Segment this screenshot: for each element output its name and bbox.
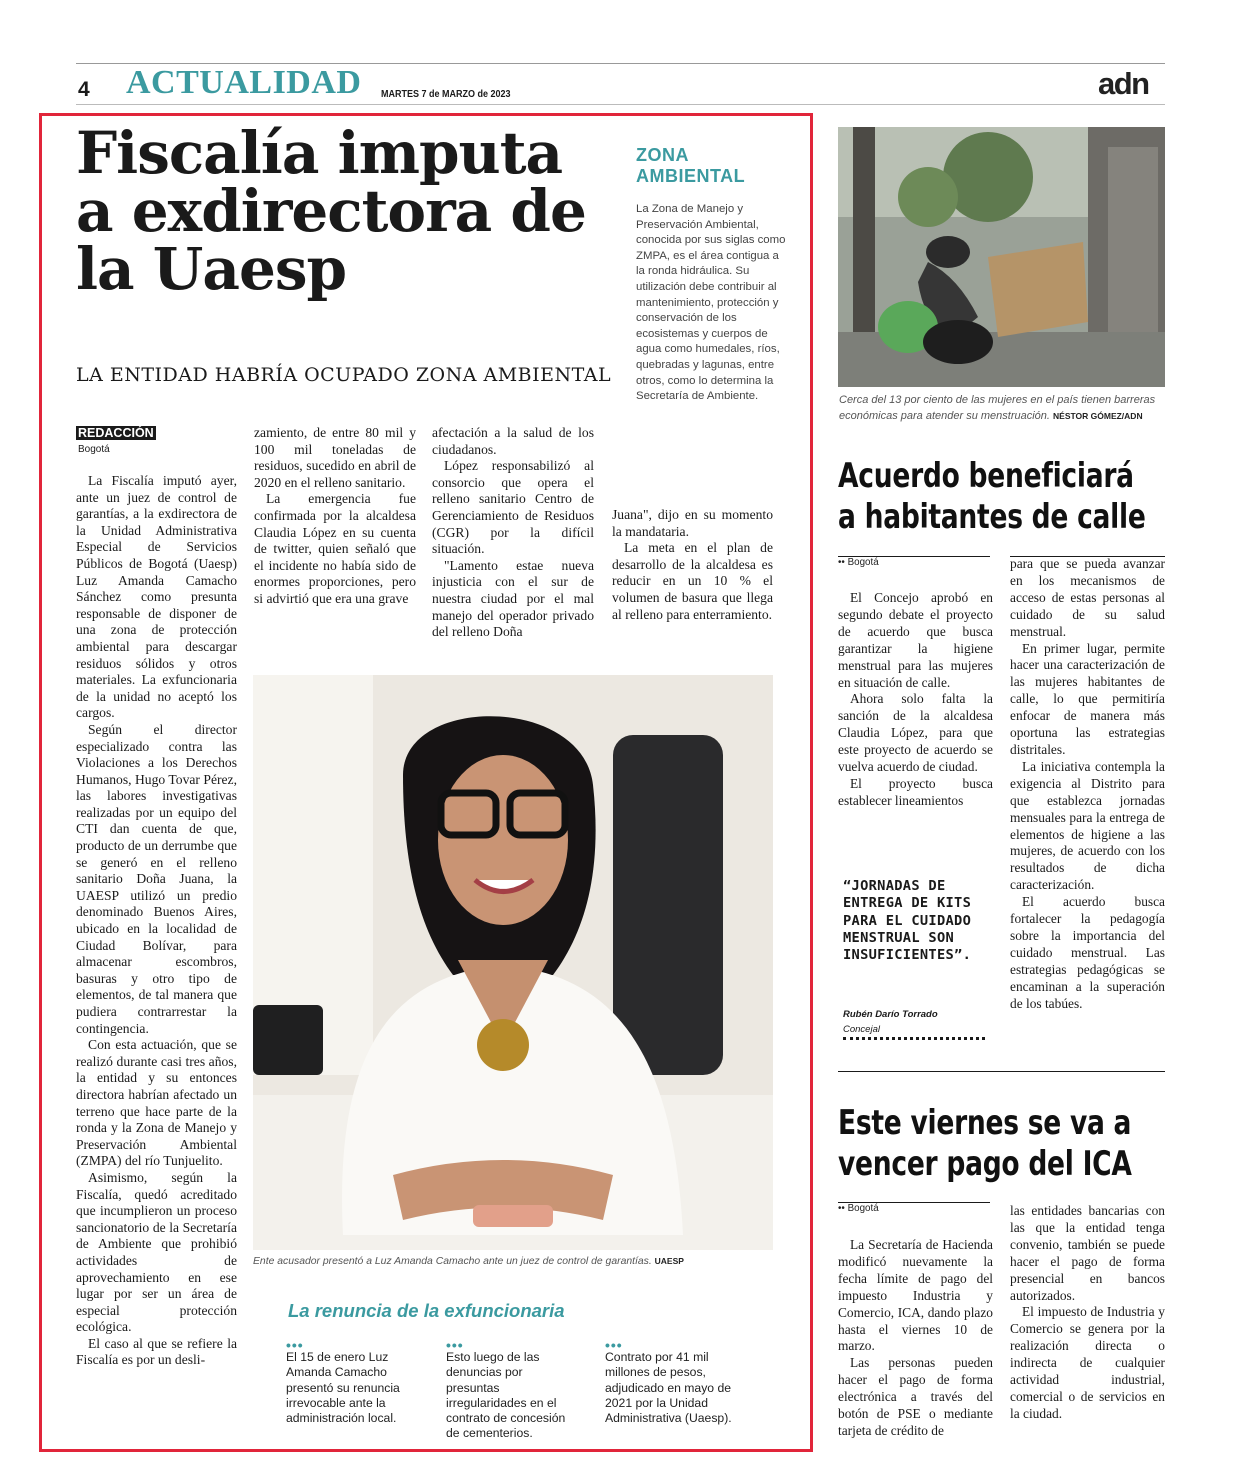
quote-role: Concejal [843, 1024, 880, 1035]
pull-quote: “JORNADAS DE ENTREGA DE KITS PARA EL CUIDADO MENSTRUAL SON INSUFICIENTES”. [843, 878, 972, 964]
article2-dateline [838, 557, 879, 568]
street-scene-illustration [838, 127, 1165, 387]
photo-caption [253, 1256, 684, 1267]
paragraph: afectación a la salud de los ciudadanos. [432, 425, 594, 457]
quote-dotted-rule [843, 1037, 985, 1040]
paragraph: El acuerdo busca fortalecer la pedagogía sobre la importancia del cuidado menstrual. Las estrategias pedagógicas se encaminan a la superación de los tabúes. [1010, 894, 1165, 1011]
paragraph: Con esta actuación, que se realizó durante casi tres años, la entidad y su entonces directora habrían afectado un terreno que hace parte de la ronda y la Zona de Manejo y Preservación Ambiental (ZMPA) del río Tunjuelito. [76, 1037, 237, 1169]
fact-item [446, 1337, 576, 1442]
main-photo [253, 675, 773, 1250]
article2-dateline-text: Bogotá [847, 557, 879, 568]
paragraph: zamiento, de entre 80 mil y 100 mil toneladas de residuos, sucedido en abril de 2020 en el relleno sanitario. [254, 425, 416, 490]
page-number: 4 [78, 78, 90, 101]
main-headline: Fiscalía imputa a exdirectora de la Uaesp [76, 119, 586, 303]
dots-icon: ••• [605, 1337, 623, 1353]
dots-icon: ••• [446, 1337, 464, 1353]
paragraph: "Lamento estae nueva injusticia con el sur de nuestra ciudad por el mal manejo del operador privado del relleno Doña [432, 557, 594, 640]
header-bottom-rule [76, 104, 1165, 105]
photo-credit: UAESP [654, 1256, 684, 1266]
paragraph: El impuesto de Industria y Comercio se genera por la realización directa o indirecta de cualquier actividad industrial, comercial o de servicios en la ciudad. [1010, 1304, 1165, 1421]
main-subheadline: LA ENTIDAD HABRÍA OCUPADO ZONA AMBIENTAL [76, 364, 612, 386]
paragraph: En primer lugar, permite hacer una caracterización de las mujeres habitantes de calle, lo que permitiría enfocar de manera más oportuna las estrategias distritales. [1010, 640, 1165, 757]
photo-caption-text: Ente acusador presentó a Luz Amanda Camacho ante un juez de control de garantías. [253, 1256, 652, 1267]
article3-column-1 [838, 1237, 993, 1440]
dateline-dots-icon: •• [838, 1203, 845, 1214]
main-column-4 [612, 507, 773, 623]
quote-author: Rubén Darío Torrado [843, 1009, 938, 1020]
main-column-2 [254, 425, 416, 608]
fact-text: Esto luego de las denuncias por presuntas irregularidades en el contrato de concesión de cementerios. [446, 1350, 566, 1441]
paragraph: Las personas pueden hacer el pago de forma electrónica a través del botón de PSE o mediante tarjeta de crédito de [838, 1355, 993, 1438]
paragraph: para que se pueda avanzar en los mecanismos de acceso de estas personas al cuidado de su salud menstrual. [1010, 556, 1165, 639]
sidebar-title-text: ZONA AMBIENTAL [636, 145, 746, 186]
paragraph: Juana", dijo en su momento la mandataria. [612, 507, 773, 539]
paragraph: El caso al que se refiere la Fiscalía es por un desli- [76, 1335, 237, 1368]
dots-icon: ••• [286, 1337, 304, 1353]
fact-item [605, 1337, 735, 1426]
paragraph: La iniciativa contempla la exigencia al Distrito para que establezca jornadas mensuales para la entrega de elementos de higiene a las mujeres, de acuerdo con los resultados de dicha caracterización. [1010, 758, 1165, 893]
paragraph: Asimismo, según la Fiscalía, quedó acreditado que incumplieron un proceso sancionatorio de la Secretaría de Ambiente que prohibió actividades de aprovechamiento en ese lugar por ser un área de especial protección ecológica. [76, 1169, 237, 1335]
fact-text: Contrato por 41 mil millones de pesos, adjudicado en mayo de 2021 por la Unidad Administrativa (Uaesp). [605, 1350, 732, 1426]
paragraph: El proyecto busca establecer lineamientos [838, 775, 993, 808]
right-photo-caption [839, 392, 1167, 424]
right-photo-caption-text: Cerca del 13 por ciento de las mujeres en el país tienen barreras económicas para atender su menstruación. [839, 394, 1156, 422]
byline: REDACCIÓN [78, 426, 154, 440]
dateline-dots-icon: •• [838, 557, 845, 568]
article3-column-2 [1010, 1203, 1165, 1423]
paragraph: Según el director especializado contra las Violaciones a los Derechos Humanos, Hugo Tovar Pérez, las labores investigativas realizadas por un equipo del CTI dan cuenta de que, producto de un derrumbe que se generó en el relleno sanitario Doña Juana, la UAESP utilizó un predio denominado Buenos Aires, ubicado en la localidad de Ciudad Bolívar, para almacenar escombros, basuras y otro tipo de elementos, de tal manera que pudiera contrarrestar la contingencia. [76, 721, 237, 1036]
brand-logo [1098, 66, 1166, 108]
paragraph: La Secretaría de Hacienda modificó nuevamente la fecha límite de pago del impuesto Industria y Comercio, ICA, dando plazo hasta el viernes 10 de marzo. [838, 1237, 993, 1354]
paragraph: Ahora solo falta la sanción de la alcaldesa Claudia López, para que este proyecto de acuerdo se vuelva acuerdo de ciudad. [838, 691, 993, 775]
right-photo [838, 127, 1165, 387]
adn-logo-icon [1098, 66, 1166, 100]
section-divider [838, 1071, 1165, 1072]
sidebar-title [636, 145, 766, 187]
paragraph: La meta en el plan de desarrollo de la alcaldesa es reducir en un 10 % el volumen de basura que llega al relleno para enterramiento. [612, 540, 773, 622]
article2-column-2 [1010, 556, 1165, 1012]
issue-date: MARTES 7 de MARZO de 2023 [381, 89, 511, 100]
article3-headline: Este viernes se va a vencer pago del ICA [838, 1103, 1132, 1183]
article2-column-1 [838, 590, 993, 810]
paragraph: La Fiscalía imputó ayer, ante un juez de control de garantías, a la exdirectora de la Unidad Administrativa Especial de Servicios Públicos de Bogotá (Uaesp) Luz Amanda Camacho Sánchez como presunta responsable de disponer de una zona de protección ambiental para descargar residuos sólidos y otros materiales. La exfuncionaria de la unidad no aceptó los cargos. [76, 473, 237, 721]
main-column-3 [432, 425, 594, 641]
paragraph: La emergencia fue confirmada por la alcaldesa Claudia López en su cuenta de twitter, quien señaló que el incidente no había sido de enormes proporciones, pero si advirtió que era una grave [254, 491, 416, 606]
main-column-1 [76, 473, 237, 1369]
paragraph: las entidades bancarias con las que la entidad tenga convenio, también se puede hacer el pago de forma presencial en bancos autorizados. [1010, 1203, 1165, 1303]
svg-text:adn: adn [1098, 66, 1149, 100]
article3-dateline-text: Bogotá [847, 1203, 879, 1214]
paragraph: El Concejo aprobó en segundo debate el proyecto de acuerdo que busca garantizar la higiene menstrual para las mujeres en situación de calle. [838, 590, 993, 690]
paragraph: López responsabilizó al consorcio que opera el relleno sanitario Centro de Gerenciamiento de Residuos (CGR) por la difícil situación. [432, 458, 594, 557]
right-photo-credit: NÉSTOR GÓMEZ/ADN [1053, 411, 1143, 421]
fact-item [286, 1337, 411, 1426]
section-name: ACTUALIDAD [126, 64, 362, 101]
article3-dateline [838, 1203, 879, 1214]
facts-box-title: La renuncia de la exfuncionaria [288, 1300, 565, 1321]
fact-text: El 15 de enero Luz Amanda Camacho presentó su renuncia irrevocable ante la administración local. [286, 1350, 400, 1426]
sidebar-body: La Zona de Manejo y Preservación Ambiental, conocida por sus siglas como ZMPA, es el área contigua a la ronda hidráulica. Su utilización debe contribuir al mantenimiento, protección y conservación de los ecosistemas y cuerpos de agua como humedales, ríos, quebradas y lagunas, entre otros, como lo determina la Secretaría de Ambiente. [636, 203, 786, 403]
article2-headline: Acuerdo beneficiará a habitantes de calle [838, 456, 1146, 536]
dateline: Bogotá [78, 444, 110, 455]
portrait-illustration [253, 675, 773, 1250]
